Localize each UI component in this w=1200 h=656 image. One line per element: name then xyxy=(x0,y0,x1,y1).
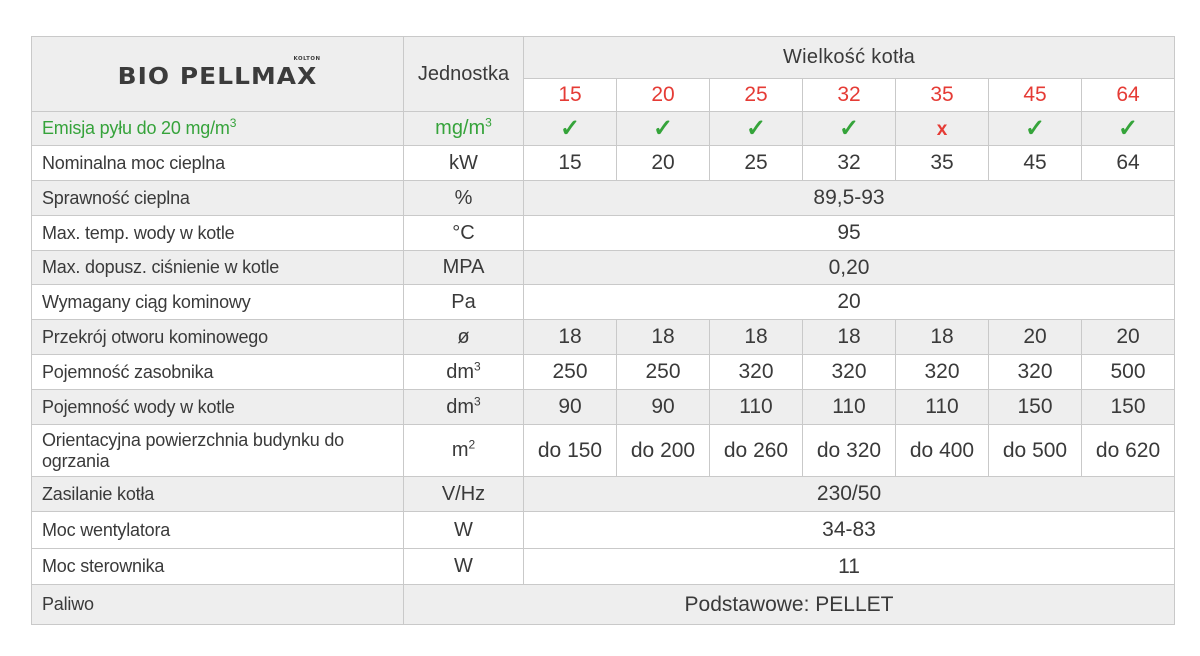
brand-logo-text: BIO PELLMAX xyxy=(117,64,318,90)
emission-unit: $mg/m^3$ xyxy=(404,112,524,146)
param-value: 320 xyxy=(989,355,1082,390)
param-value: 20 xyxy=(524,285,1175,320)
param-label: Przekrój otworu kominowego xyxy=(32,320,404,355)
row-power-supply xyxy=(32,477,1175,512)
param-value: do 260 xyxy=(710,425,803,477)
boiler-spec-table xyxy=(31,36,1175,625)
size-header: 35 xyxy=(896,79,989,112)
param-value: 150 xyxy=(1082,390,1175,425)
param-label: Moc wentylatora xyxy=(32,512,404,549)
param-unit: W xyxy=(404,512,524,549)
emission-check xyxy=(896,112,989,146)
row-max-pressure xyxy=(32,251,1175,285)
boiler-size-group-header: Wielkość kotła xyxy=(524,37,1175,79)
param-value: 110 xyxy=(896,390,989,425)
param-unit: ø xyxy=(404,320,524,355)
param-value: 20 xyxy=(1082,320,1175,355)
size-header: 32 xyxy=(803,79,896,112)
param-unit: MPA xyxy=(404,251,524,285)
param-value: 18 xyxy=(803,320,896,355)
param-value: 15 xyxy=(524,146,617,181)
param-label: Zasilanie kotła xyxy=(32,477,404,512)
param-unit: °C xyxy=(404,216,524,251)
row-hopper-capacity xyxy=(32,355,1175,390)
emission-check xyxy=(524,112,617,146)
param-label: Paliwo xyxy=(32,585,404,625)
param-label: Orientacyjna powierzchnia budynku do ogrzania xyxy=(32,425,404,477)
param-label: Wymagany ciąg kominowy xyxy=(32,285,404,320)
param-value: 18 xyxy=(896,320,989,355)
param-value: do 620 xyxy=(1082,425,1175,477)
size-header: 45 xyxy=(989,79,1082,112)
row-chimney-draft xyxy=(32,285,1175,320)
param-value: 32 xyxy=(803,146,896,181)
param-value: 25 xyxy=(710,146,803,181)
emission-label: Emisja pyłu do 20 $mg/m^3$ xyxy=(32,112,404,146)
param-value: 64 xyxy=(1082,146,1175,181)
param-unit: W xyxy=(404,549,524,585)
check-icon: ✓ xyxy=(1117,115,1139,142)
param-value: 45 xyxy=(989,146,1082,181)
param-value: 18 xyxy=(617,320,710,355)
row-controller-power xyxy=(32,549,1175,585)
size-header: 64 xyxy=(1082,79,1175,112)
param-value: 0,20 xyxy=(524,251,1175,285)
check-icon: ✓ xyxy=(1024,115,1046,142)
param-value: 320 xyxy=(896,355,989,390)
param-label: Max. dopusz. ciśnienie w kotle xyxy=(32,251,404,285)
row-water-capacity xyxy=(32,390,1175,425)
param-label: Moc sterownika xyxy=(32,549,404,585)
param-value: 110 xyxy=(710,390,803,425)
param-unit: Pa xyxy=(404,285,524,320)
param-label: Pojemność zasobnika xyxy=(32,355,404,390)
param-value: 250 xyxy=(617,355,710,390)
row-fuel xyxy=(32,585,1175,625)
check-icon: ✓ xyxy=(745,115,767,142)
size-header: 20 xyxy=(617,79,710,112)
param-value: 18 xyxy=(710,320,803,355)
param-value: 250 xyxy=(524,355,617,390)
emission-check xyxy=(1082,112,1175,146)
param-value: 320 xyxy=(710,355,803,390)
param-unit: $m^2$ xyxy=(404,425,524,477)
param-value: 230/50 xyxy=(524,477,1175,512)
param-unit: $dm^3$ xyxy=(404,355,524,390)
param-value: do 500 xyxy=(989,425,1082,477)
param-value: 110 xyxy=(803,390,896,425)
param-value: 34-83 xyxy=(524,512,1175,549)
param-value: do 400 xyxy=(896,425,989,477)
row-max-water-temp xyxy=(32,216,1175,251)
param-value: Podstawowe: PELLET xyxy=(404,585,1175,625)
emission-check xyxy=(617,112,710,146)
unit-column-header: Jednostka xyxy=(404,37,524,112)
param-label: Nominalna moc cieplna xyxy=(32,146,404,181)
size-header: 15 xyxy=(524,79,617,112)
param-value: do 320 xyxy=(803,425,896,477)
size-header: 25 xyxy=(710,79,803,112)
row-fan-power xyxy=(32,512,1175,549)
check-icon: ✓ xyxy=(559,115,581,142)
param-unit: % xyxy=(404,181,524,216)
param-value: 18 xyxy=(524,320,617,355)
check-icon: ✓ xyxy=(838,115,860,142)
row-nominal-power xyxy=(32,146,1175,181)
param-value: do 200 xyxy=(617,425,710,477)
emission-check xyxy=(989,112,1082,146)
param-unit: V/Hz xyxy=(404,477,524,512)
param-value: 320 xyxy=(803,355,896,390)
brand-logo xyxy=(117,56,321,90)
param-label: Pojemność wody w kotle xyxy=(32,390,404,425)
row-heated-area xyxy=(32,425,1175,477)
param-label: Max. temp. wody w kotle xyxy=(32,216,404,251)
param-value: 500 xyxy=(1082,355,1175,390)
param-value: 90 xyxy=(617,390,710,425)
param-value: 150 xyxy=(989,390,1082,425)
param-value: 95 xyxy=(524,216,1175,251)
param-unit: $dm^3$ xyxy=(404,390,524,425)
param-unit: kW xyxy=(404,146,524,181)
param-value: 90 xyxy=(524,390,617,425)
param-value: 20 xyxy=(989,320,1082,355)
check-icon: ✓ xyxy=(652,115,674,142)
param-value: 11 xyxy=(524,549,1175,585)
emission-check xyxy=(710,112,803,146)
param-value: 35 xyxy=(896,146,989,181)
param-value: 89,5-93 xyxy=(524,181,1175,216)
brand-logo-cell xyxy=(32,37,404,112)
row-emission xyxy=(32,112,1175,146)
brand-logo-small: KOLTON xyxy=(293,56,321,62)
param-value: do 150 xyxy=(524,425,617,477)
param-value: 20 xyxy=(617,146,710,181)
cross-icon: x xyxy=(936,118,948,140)
row-efficiency xyxy=(32,181,1175,216)
emission-check xyxy=(803,112,896,146)
param-label: Sprawność cieplna xyxy=(32,181,404,216)
row-chimney-diameter xyxy=(32,320,1175,355)
